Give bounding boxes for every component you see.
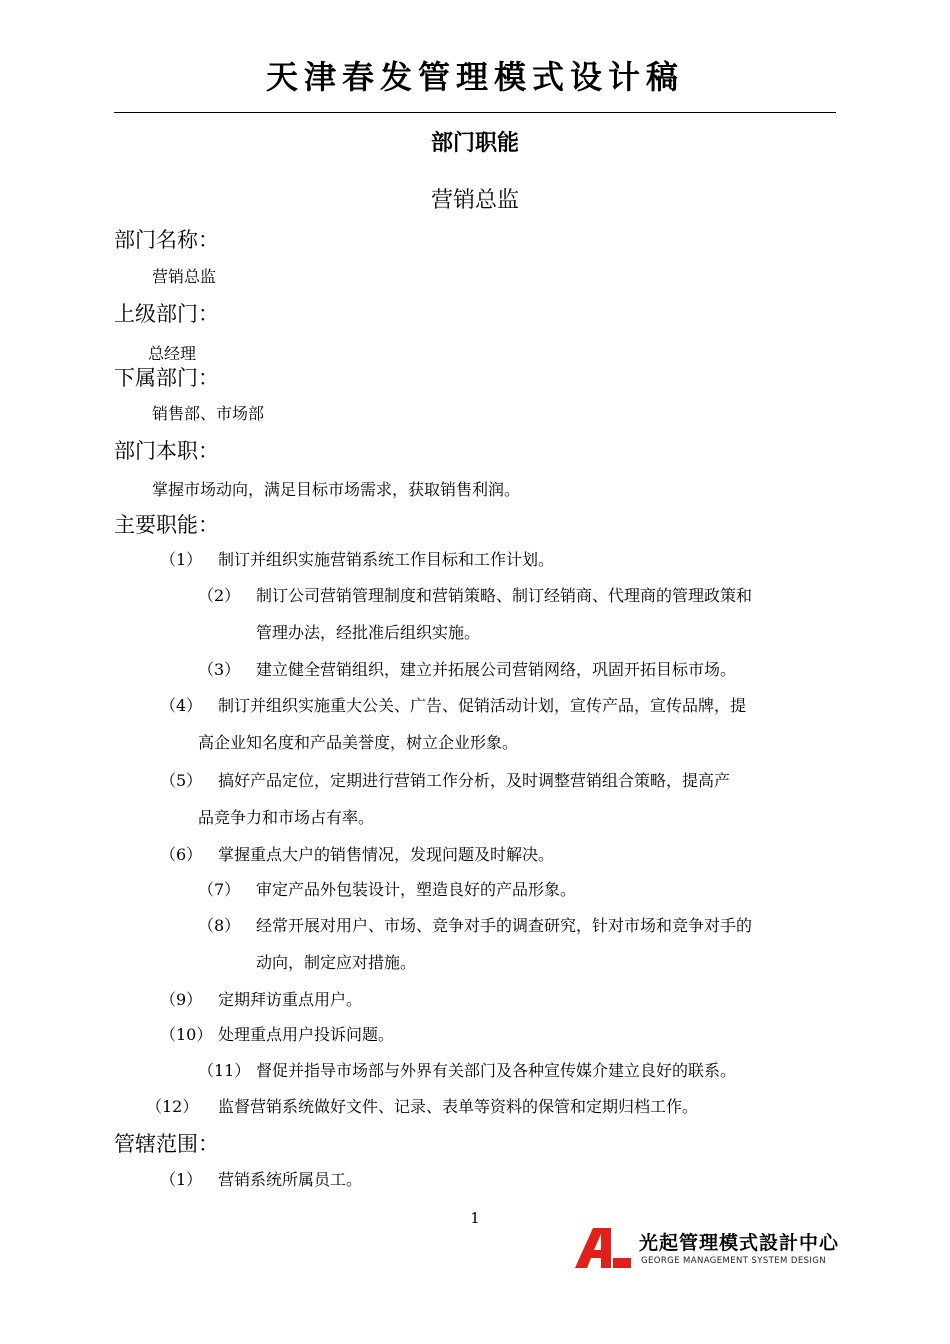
subordinate-value: 销售部、市场部 [152, 404, 265, 423]
list-item [198, 871, 838, 908]
item-text: 高企业知名度和产品美誉度，树立企业形象。 [198, 733, 519, 752]
item-number: （8） [198, 916, 241, 935]
item-number: （7） [198, 880, 241, 899]
item-number: （4） [160, 696, 203, 715]
item-number: （6） [160, 845, 203, 864]
page-number: 1 [470, 1209, 480, 1227]
list-item [160, 687, 840, 761]
main-duties-label: 主要职能： [114, 513, 219, 537]
item-text: 经常开展对用户、市场、竞争对手的调查研究，针对市场和竞争对手的 [256, 916, 753, 935]
item-number: （10） [160, 1025, 213, 1044]
superior-value: 总经理 [148, 344, 197, 363]
item-text: 监督营销系统做好文件、记录、表单等资料的保管和定期归档工作。 [218, 1097, 699, 1116]
item-text: 管理办法，经批准后组织实施。 [256, 623, 481, 642]
subordinate-label: 下属部门： [114, 366, 219, 390]
item-number: （9） [160, 990, 203, 1009]
dept-name-value: 营销总监 [152, 267, 217, 286]
item-text: 制订并组织实施营销系统工作目标和工作计划。 [218, 550, 555, 569]
item-text: 定期拜访重点用户。 [218, 990, 363, 1009]
item-text: 掌握重点大户的销售情况，发现问题及时解决。 [218, 845, 555, 864]
title-divider [114, 112, 836, 113]
section-title: 部门职能 [430, 131, 519, 156]
duty-value: 掌握市场动向，满足目标市场需求，获取销售利润。 [152, 480, 521, 499]
superior-label: 上级部门： [114, 302, 219, 326]
item-text: 营销系统所属员工。 [218, 1170, 363, 1189]
list-item [160, 1016, 840, 1053]
list-item [160, 762, 840, 836]
item-text: 督促并指导市场部与外界有关部门及各种宣传媒介建立良好的联系。 [256, 1061, 737, 1080]
document-title: 天津春发管理模式设计稿 [265, 58, 684, 96]
item-number: （1） [160, 550, 203, 569]
list-item [160, 1161, 840, 1198]
duty-label: 部门本职： [114, 439, 219, 463]
list-item [160, 981, 840, 1018]
item-number: （3） [198, 660, 241, 679]
list-item [198, 907, 838, 981]
logo-english-name: GEORGE MANAGEMENT SYSTEM DESIGN [641, 1256, 827, 1266]
logo-chinese-name: 光起管理模式設計中心 [639, 1232, 840, 1254]
item-text: 品竞争力和市场占有率。 [198, 808, 375, 827]
item-number: （1） [160, 1170, 203, 1189]
dept-name-label: 部门名称： [114, 228, 219, 252]
item-text: 制订公司营销管理制度和营销策略、制订经销商、代理商的管理政策和 [256, 586, 753, 605]
item-text: 审定产品外包装设计，塑造良好的产品形象。 [256, 880, 577, 899]
item-text: 动向，制定应对措施。 [256, 953, 417, 972]
item-text: 搞好产品定位，定期进行营销工作分析，及时调整营销组合策略，提高产 [218, 771, 731, 790]
logo-a-mark-icon [575, 1228, 631, 1268]
item-number: （5） [160, 771, 203, 790]
list-item [160, 541, 840, 578]
list-item [198, 651, 838, 688]
item-number: （12） [146, 1097, 199, 1116]
company-logo [575, 1226, 840, 1270]
item-number: （2） [198, 586, 241, 605]
list-item [198, 577, 838, 651]
list-item [146, 1088, 840, 1125]
role-title: 营销总监 [430, 188, 519, 213]
item-text: 建立健全营销组织，建立并拓展公司营销网络，巩固开拓目标市场。 [256, 660, 737, 679]
scope-label: 管辖范围： [114, 1132, 219, 1156]
item-text: 制订并组织实施重大公关、广告、促销活动计划，宣传产品，宣传品牌，提 [218, 696, 747, 715]
list-item [198, 1052, 838, 1089]
item-number: （11） [198, 1061, 251, 1080]
list-item [160, 836, 840, 873]
item-text: 处理重点用户投诉问题。 [218, 1025, 395, 1044]
